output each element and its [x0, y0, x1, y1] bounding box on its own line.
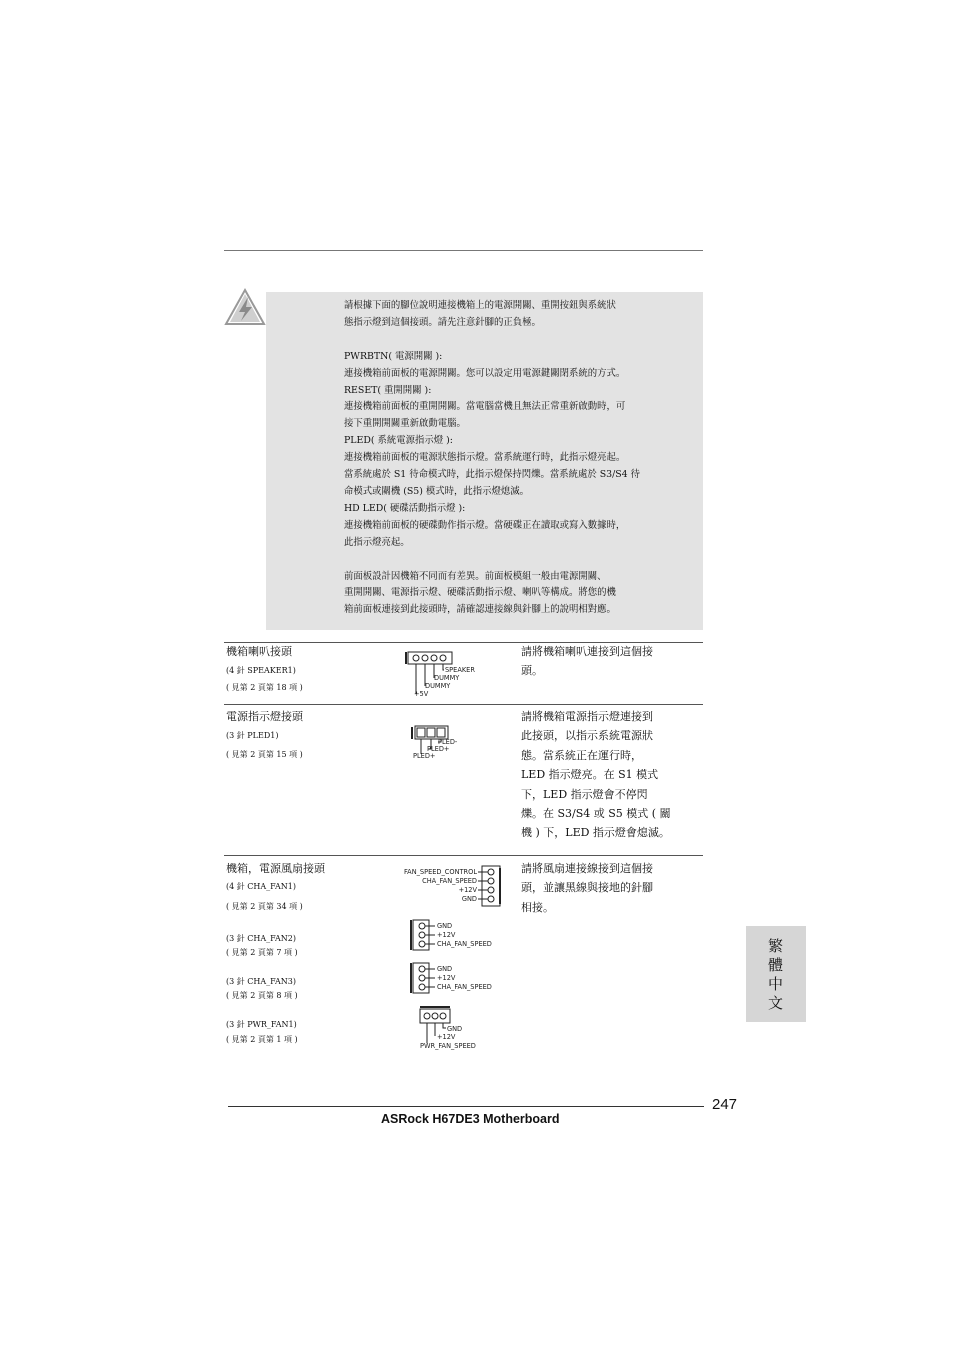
speaker-header-desc: 請將機箱喇叭連接到這個接 頭。	[521, 645, 653, 678]
cha-fan3-connector-diagram	[409, 961, 509, 995]
page-number: 247	[712, 1096, 738, 1113]
pin-label: CHA_FAN_SPEED	[437, 940, 492, 948]
fan2-ref: ( 見第 2 頁第 7 項 )	[226, 948, 298, 957]
fan-header-desc: 請將風扇連接線接到這個接 頭，並讓黑線與接地的針腳 相接。	[521, 862, 653, 914]
pwrfan-ref: ( 見第 2 頁第 1 項 )	[226, 1035, 298, 1044]
top-rule	[224, 250, 703, 251]
note-text: 請根據下面的腳位說明連接機箱上的電源開關、重開按鈕與系統狀 態指示燈到這個接頭。請先注意針腳的正負極。 PWRBTN( 電源開關 ): 連接機箱前面板的電源開關。您可以設定用電源鍵關閉系統的方式。 RESET( 重開開關 ): 連接機箱前面板的重開開關。當電腦當機且無法正常重新啟動時，可 接下重開開關重新啟動電腦。 PLED( 系統電源指示燈 ): 連接機箱前面板的電源狀態指示燈。當系統運行時，此指示燈亮起。 當系統處於 S1 待命模式時，此指示燈保持閃爍。當系統處於 S3/S4 待 命模式或關機 (S5) 模式時，此指示燈熄滅。 HD LED( 硬碟活動指示燈 ): 連接機箱前面板的硬碟動作指示燈。當硬碟正在讀取或寫入數據時， 此指示燈亮起。 前面板設計因機箱不同而有差異。前面板模組一般由電源開關、 重開開關、電源指示燈、硬碟活動指示燈、喇叭等構成。將您的機 箱前面板連接到此接頭時，請確認連接線與針腳上的說明相對應。	[344, 300, 640, 616]
footer-title: ASRock H67DE3 Motherboard	[381, 1112, 560, 1126]
pwr-fan1-connector-diagram	[418, 1005, 498, 1051]
speaker-header-ref: ( 見第 2 頁第 18 項 )	[226, 683, 303, 692]
pin-label: +12V	[437, 974, 456, 982]
fan3-pins: (3 針 CHA_FAN3)	[226, 977, 297, 986]
fan-header-title: 機箱，電源風扇接頭	[226, 862, 325, 875]
pin-label: PLED-	[438, 738, 458, 746]
pin-label: PLED+	[427, 745, 450, 753]
pin-label: GND	[437, 922, 453, 930]
fan3-ref: ( 見第 2 頁第 8 項 )	[226, 991, 298, 1000]
warning-lightning-icon	[224, 287, 266, 327]
pled-connector-diagram	[410, 724, 470, 764]
pled-header-pins: (3 針 PLED1)	[226, 731, 279, 740]
pwrfan-pins: (3 針 PWR_FAN1)	[226, 1020, 297, 1029]
pled-header-title: 電源指示燈接頭	[226, 710, 303, 723]
cha-fan1-connector-diagram	[390, 864, 510, 910]
pin-label: GND	[447, 1025, 463, 1033]
pin-label: CHA_FAN_SPEED	[437, 983, 492, 991]
pin-label: CHA_FAN_SPEED	[422, 877, 477, 885]
language-side-tab-label: 繁體中文	[766, 938, 784, 1014]
row-separator	[224, 704, 703, 705]
pin-label: PWR_FAN_SPEED	[420, 1042, 476, 1050]
pin-label: +12V	[437, 1033, 456, 1041]
pin-label: +5V	[414, 690, 429, 698]
pin-label: GND	[437, 965, 453, 973]
cha-fan2-connector-diagram	[409, 918, 509, 952]
pin-label: FAN_SPEED_CONTROL	[404, 868, 477, 876]
fan1-pins: (4 針 CHA_FAN1)	[226, 882, 297, 891]
fan1-ref: ( 見第 2 頁第 34 項 )	[226, 902, 303, 911]
row-separator	[224, 855, 703, 856]
pin-label: GND	[461, 895, 477, 903]
footer-rule	[228, 1106, 704, 1107]
fan2-pins: (3 針 CHA_FAN2)	[226, 934, 297, 943]
speaker-connector-diagram	[404, 650, 494, 698]
speaker-header-pins: (4 針 SPEAKER1)	[226, 666, 296, 675]
language-side-tab	[746, 926, 806, 1022]
pin-label: SPEAKER	[445, 666, 475, 674]
pin-label: DUMMY	[434, 674, 460, 682]
pled-header-desc: 請將機箱電源指示燈連接到 此接頭，以指示系統電源狀 態。當系統正在運行時， LED 指示燈亮。在 S1 模式 下，LED 指示燈會不停閃 爍。在 S3/S4 或 S5 模式 ( 關 機 ) 下，LED 指示燈會熄滅。	[521, 710, 671, 840]
pin-label: PLED+	[413, 752, 436, 760]
speaker-header-title: 機箱喇叭接頭	[226, 645, 292, 658]
pin-label: DUMMY	[425, 682, 451, 690]
pin-label: +12V	[458, 886, 477, 894]
pin-label: +12V	[437, 931, 456, 939]
pled-header-ref: ( 見第 2 頁第 15 項 )	[226, 750, 303, 759]
